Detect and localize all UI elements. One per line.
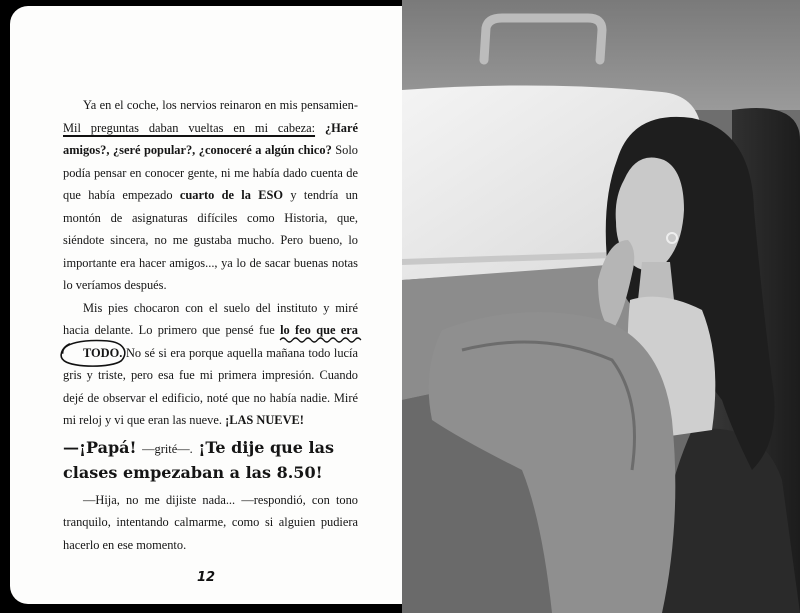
paragraph-1-line-1: Ya en el coche, los nervios reinaron en mis pensamien-	[83, 98, 358, 112]
girl-in-car-illustration	[402, 0, 800, 613]
bold-course: cuarto de la ESO	[179, 188, 284, 202]
paragraph-2-text-a: Mis pies chocaron con el suelo del instituto y miré hacia delante. Lo primero que pensé fue	[63, 300, 358, 337]
dialogue-1	[63, 436, 358, 485]
bold-shout: ¡LAS NUEVE!	[225, 413, 304, 427]
dialogue-2-text: —Hija, no me dijiste nada... —respondió, con tono tranquilo, intentando calmarme, como si alguien pudiera hacerlo en ese momento.	[63, 492, 358, 552]
left-page	[10, 6, 402, 604]
bold-questions: ¿Haré amigos?, ¿seré popular?, ¿conoceré a algún chico?	[63, 120, 358, 157]
paragraph-2-text-b: No sé si era porque aquella mañana todo lucía gris y triste, pero esa fue mi primera impresión. Cuando dejé de observar el edificio, noté que no había nadie. Miré mi reloj y vi que eran las nueve.	[63, 345, 359, 427]
paragraph-1	[63, 94, 358, 297]
dialogue-1-start: —¡Papá!	[63, 437, 137, 457]
dialogue-1-end: ¡Te dije que las clases empezaban a las 8.50!	[63, 437, 334, 482]
story-text	[63, 94, 358, 556]
wavy-underlined-phrase	[280, 323, 358, 337]
hand-drawn-circle-mark	[57, 338, 128, 367]
wavy-underline-mark	[280, 336, 358, 344]
dialogue-1-aside: —grité—.	[142, 441, 193, 456]
paragraph-1-text-b: y tendría un montón de asignaturas difíciles como Historia, que, siéndote sincera, no me gustaba mucho. Pero bueno, lo importante era hacer amigos..., ya lo de sacar buenas notas lo veríamos después.	[63, 188, 358, 292]
circled-word	[63, 342, 122, 365]
wavy-phrase-text: lo feo que era	[280, 323, 358, 337]
right-page	[402, 0, 800, 613]
neck	[638, 262, 674, 300]
page-number: 12	[196, 570, 216, 585]
paragraph-1-text-a: Solo podía pensar en conocer gente, ni me había dado cuenta de que había empezado	[63, 143, 358, 202]
paragraph-2	[63, 297, 358, 432]
underlined-sentence: Mil preguntas daban vueltas en mi cabeza:	[63, 120, 316, 135]
dialogue-2	[63, 489, 358, 557]
circled-word-text: TODO.	[83, 345, 123, 360]
